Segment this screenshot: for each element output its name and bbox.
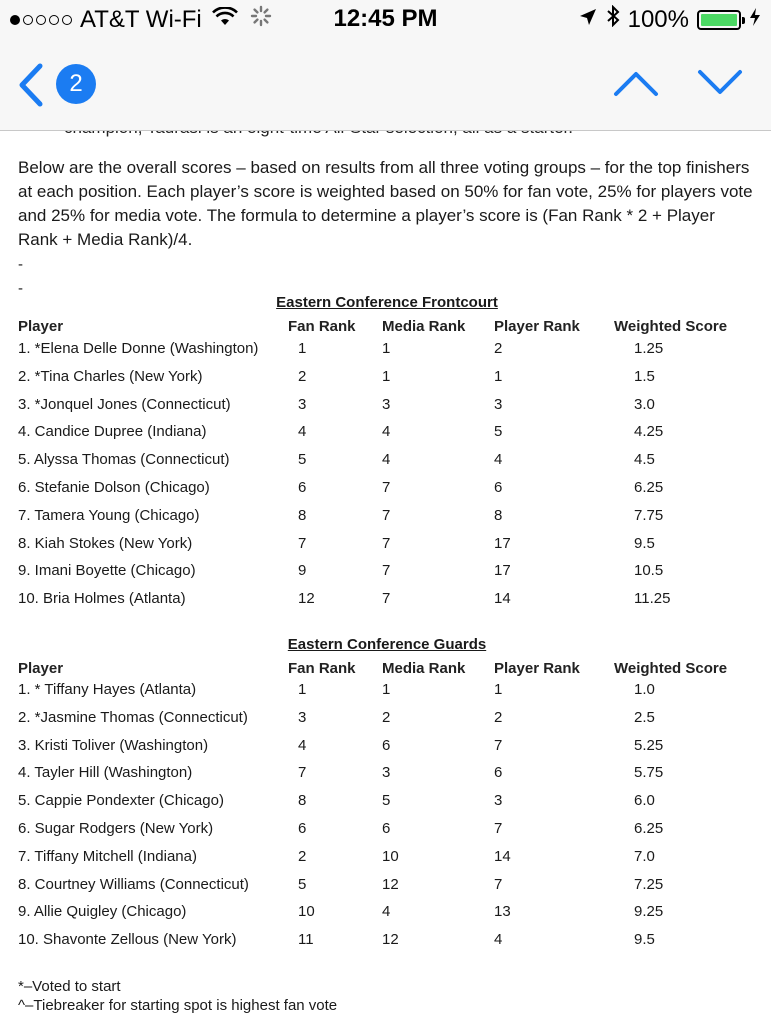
- weighted-score-cell: 9.5: [634, 535, 655, 552]
- media-rank-cell: 5: [382, 792, 391, 809]
- weighted-score-cell: 6.25: [634, 820, 664, 837]
- navigation-bar: [0, 40, 771, 130]
- player-rank-cell: 4: [494, 451, 503, 468]
- media-rank-cell: 7: [382, 562, 391, 579]
- media-rank-cell: 2: [382, 709, 391, 726]
- player-rank-cell: 14: [494, 848, 511, 865]
- charging-bolt-icon: [749, 6, 761, 34]
- column-header-media-rank: Media Rank: [382, 660, 466, 677]
- player-name-cell: 3. *Jonquel Jones (Connecticut): [18, 396, 231, 413]
- fan-rank-cell: 5: [298, 876, 307, 893]
- media-rank-cell: 12: [382, 931, 399, 948]
- fan-rank-cell: 10: [298, 903, 315, 920]
- player-rank-cell: 8: [494, 507, 503, 524]
- media-rank-cell: 4: [382, 903, 391, 920]
- player-rank-cell: 7: [494, 737, 503, 754]
- player-name-cell: 5. Alyssa Thomas (Connecticut): [18, 451, 230, 468]
- chevron-up-icon: [612, 85, 660, 102]
- column-header-player-rank: Player Rank: [494, 318, 580, 335]
- media-rank-cell: 1: [382, 681, 391, 698]
- player-rank-cell: 5: [494, 423, 503, 440]
- status-bar: [0, 0, 771, 38]
- fan-rank-cell: 1: [298, 681, 307, 698]
- player-name-cell: 7. Tiffany Mitchell (Indiana): [18, 848, 197, 865]
- column-header-player: Player: [18, 660, 64, 677]
- fan-rank-cell: 8: [298, 507, 307, 524]
- player-rank-cell: 2: [494, 709, 503, 726]
- weighted-score-cell: 10.5: [634, 562, 664, 579]
- player-rank-cell: 17: [494, 562, 511, 579]
- fan-rank-cell: 2: [298, 368, 307, 385]
- weighted-score-cell: 3.0: [634, 396, 655, 413]
- chevron-left-icon: [14, 95, 54, 112]
- media-rank-cell: 6: [382, 820, 391, 837]
- weighted-score-cell: 5.75: [634, 764, 664, 781]
- player-name-cell: 1. * Tiffany Hayes (Atlanta): [18, 681, 197, 698]
- player-rank-cell: 6: [494, 764, 503, 781]
- fan-rank-cell: 3: [298, 709, 307, 726]
- player-name-cell: 2. *Tina Charles (New York): [18, 368, 203, 385]
- media-rank-cell: 7: [382, 590, 391, 607]
- weighted-score-cell: 5.25: [634, 737, 664, 754]
- table-title: Eastern Conference Frontcourt: [276, 294, 498, 311]
- next-button[interactable]: [696, 68, 744, 98]
- player-rank-cell: 1: [494, 681, 503, 698]
- dash-line: -: [18, 256, 23, 273]
- weighted-score-cell: 4.25: [634, 423, 664, 440]
- player-rank-cell: 3: [494, 396, 503, 413]
- bluetooth-icon: [606, 5, 620, 34]
- player-name-cell: 1. *Elena Delle Donne (Washington): [18, 340, 259, 357]
- fan-rank-cell: 11: [298, 931, 314, 948]
- weighted-score-cell: 2.5: [634, 709, 655, 726]
- player-rank-cell: 17: [494, 535, 511, 552]
- footnote: *–Voted to start: [18, 978, 121, 995]
- media-rank-cell: 3: [382, 764, 391, 781]
- fan-rank-cell: 3: [298, 396, 307, 413]
- player-name-cell: 8. Courtney Williams (Connecticut): [18, 876, 249, 893]
- fan-rank-cell: 4: [298, 423, 307, 440]
- dash-line: -: [18, 280, 23, 297]
- weighted-score-cell: 4.5: [634, 451, 655, 468]
- column-header-fan-rank: Fan Rank: [288, 318, 356, 335]
- battery-icon: [697, 10, 741, 30]
- column-header-fan-rank: Fan Rank: [288, 660, 356, 677]
- media-rank-cell: 7: [382, 507, 391, 524]
- player-name-cell: 4. Tayler Hill (Washington): [18, 764, 193, 781]
- table-title: Eastern Conference Guards: [287, 636, 487, 653]
- media-rank-cell: 4: [382, 451, 391, 468]
- weighted-score-cell: 11.25: [634, 590, 671, 607]
- fan-rank-cell: 4: [298, 737, 307, 754]
- weighted-score-cell: 1.25: [634, 340, 664, 357]
- weighted-score-cell: 7.0: [634, 848, 655, 865]
- player-name-cell: 3. Kristi Toliver (Washington): [18, 737, 209, 754]
- player-rank-cell: 6: [494, 479, 503, 496]
- player-name-cell: 10. Shavonte Zellous (New York): [18, 931, 237, 948]
- intro-paragraph: Below are the overall scores – based on results from all three voting groups – for the top finishers at each position. Each player’s score is weighted based on 50% for fan vote, 25% for players vote and 25% for media vote. The formula to determine a player’s score is (Fan Rank * 2 + Player Rank + Media Rank)/4.: [18, 158, 753, 249]
- column-header-weighted-score: Weighted Score: [614, 660, 728, 677]
- media-rank-cell: 10: [382, 848, 399, 865]
- fan-rank-cell: 2: [298, 848, 307, 865]
- player-rank-cell: 1: [494, 368, 503, 385]
- message-count-badge[interactable]: 2: [56, 64, 96, 104]
- media-rank-cell: 1: [382, 340, 391, 357]
- battery-percent: 100%: [627, 5, 689, 33]
- media-rank-cell: 3: [382, 396, 391, 413]
- player-rank-cell: 14: [494, 590, 511, 607]
- player-rank-cell: 13: [494, 903, 511, 920]
- chevron-down-icon: [696, 85, 744, 102]
- fan-rank-cell: 1: [298, 340, 307, 357]
- player-name-cell: 4. Candice Dupree (Indiana): [18, 423, 207, 440]
- player-name-cell: 2. *Jasmine Thomas (Connecticut): [18, 709, 248, 726]
- player-name-cell: 9. Allie Quigley (Chicago): [18, 903, 187, 920]
- weighted-score-cell: 7.75: [634, 507, 664, 524]
- media-rank-cell: 4: [382, 423, 391, 440]
- footnote: ^–Tiebreaker for starting spot is highest fan vote: [18, 997, 338, 1014]
- column-header-player: Player: [18, 318, 64, 335]
- player-name-cell: 7. Tamera Young (Chicago): [18, 507, 200, 524]
- media-rank-cell: 7: [382, 479, 391, 496]
- player-rank-cell: 3: [494, 792, 503, 809]
- carrier-label: AT&T Wi-Fi: [80, 5, 202, 33]
- fan-rank-cell: 12: [298, 590, 315, 607]
- weighted-score-cell: 9.25: [634, 903, 664, 920]
- fan-rank-cell: 9: [298, 562, 307, 579]
- fan-rank-cell: 5: [298, 451, 307, 468]
- player-name-cell: 6. Sugar Rodgers (New York): [18, 820, 214, 837]
- weighted-score-cell: 1.0: [634, 681, 655, 698]
- player-rank-cell: 2: [494, 340, 503, 357]
- weighted-score-cell: 1.5: [634, 368, 655, 385]
- fan-rank-cell: 6: [298, 820, 307, 837]
- fan-rank-cell: 7: [298, 764, 307, 781]
- weighted-score-cell: 6.25: [634, 479, 664, 496]
- top-bar: [0, 0, 771, 131]
- weighted-score-cell: 9.5: [634, 931, 655, 948]
- column-header-player-rank: Player Rank: [494, 660, 580, 677]
- fan-rank-cell: 6: [298, 479, 307, 496]
- media-rank-cell: 1: [382, 368, 391, 385]
- media-rank-cell: 7: [382, 535, 391, 552]
- player-rank-cell: 4: [494, 931, 503, 948]
- player-rank-cell: 7: [494, 876, 503, 893]
- player-name-cell: 10. Bria Holmes (Atlanta): [18, 590, 186, 607]
- back-button[interactable]: [14, 62, 54, 108]
- media-rank-cell: 12: [382, 876, 399, 893]
- weighted-score-cell: 6.0: [634, 792, 655, 809]
- player-rank-cell: 7: [494, 820, 503, 837]
- column-header-weighted-score: Weighted Score: [614, 318, 728, 335]
- weighted-score-cell: 7.25: [634, 876, 664, 893]
- fan-rank-cell: 7: [298, 535, 307, 552]
- location-arrow-icon: [578, 6, 598, 34]
- player-name-cell: 6. Stefanie Dolson (Chicago): [18, 479, 210, 496]
- status-time: 12:45 PM: [333, 5, 438, 32]
- player-name-cell: 5. Cappie Pondexter (Chicago): [18, 792, 224, 809]
- player-name-cell: 9. Imani Boyette (Chicago): [18, 562, 196, 579]
- previous-button[interactable]: [612, 68, 660, 98]
- player-name-cell: 8. Kiah Stokes (New York): [18, 535, 193, 552]
- fan-rank-cell: 8: [298, 792, 307, 809]
- media-rank-cell: 6: [382, 737, 391, 754]
- column-header-media-rank: Media Rank: [382, 318, 466, 335]
